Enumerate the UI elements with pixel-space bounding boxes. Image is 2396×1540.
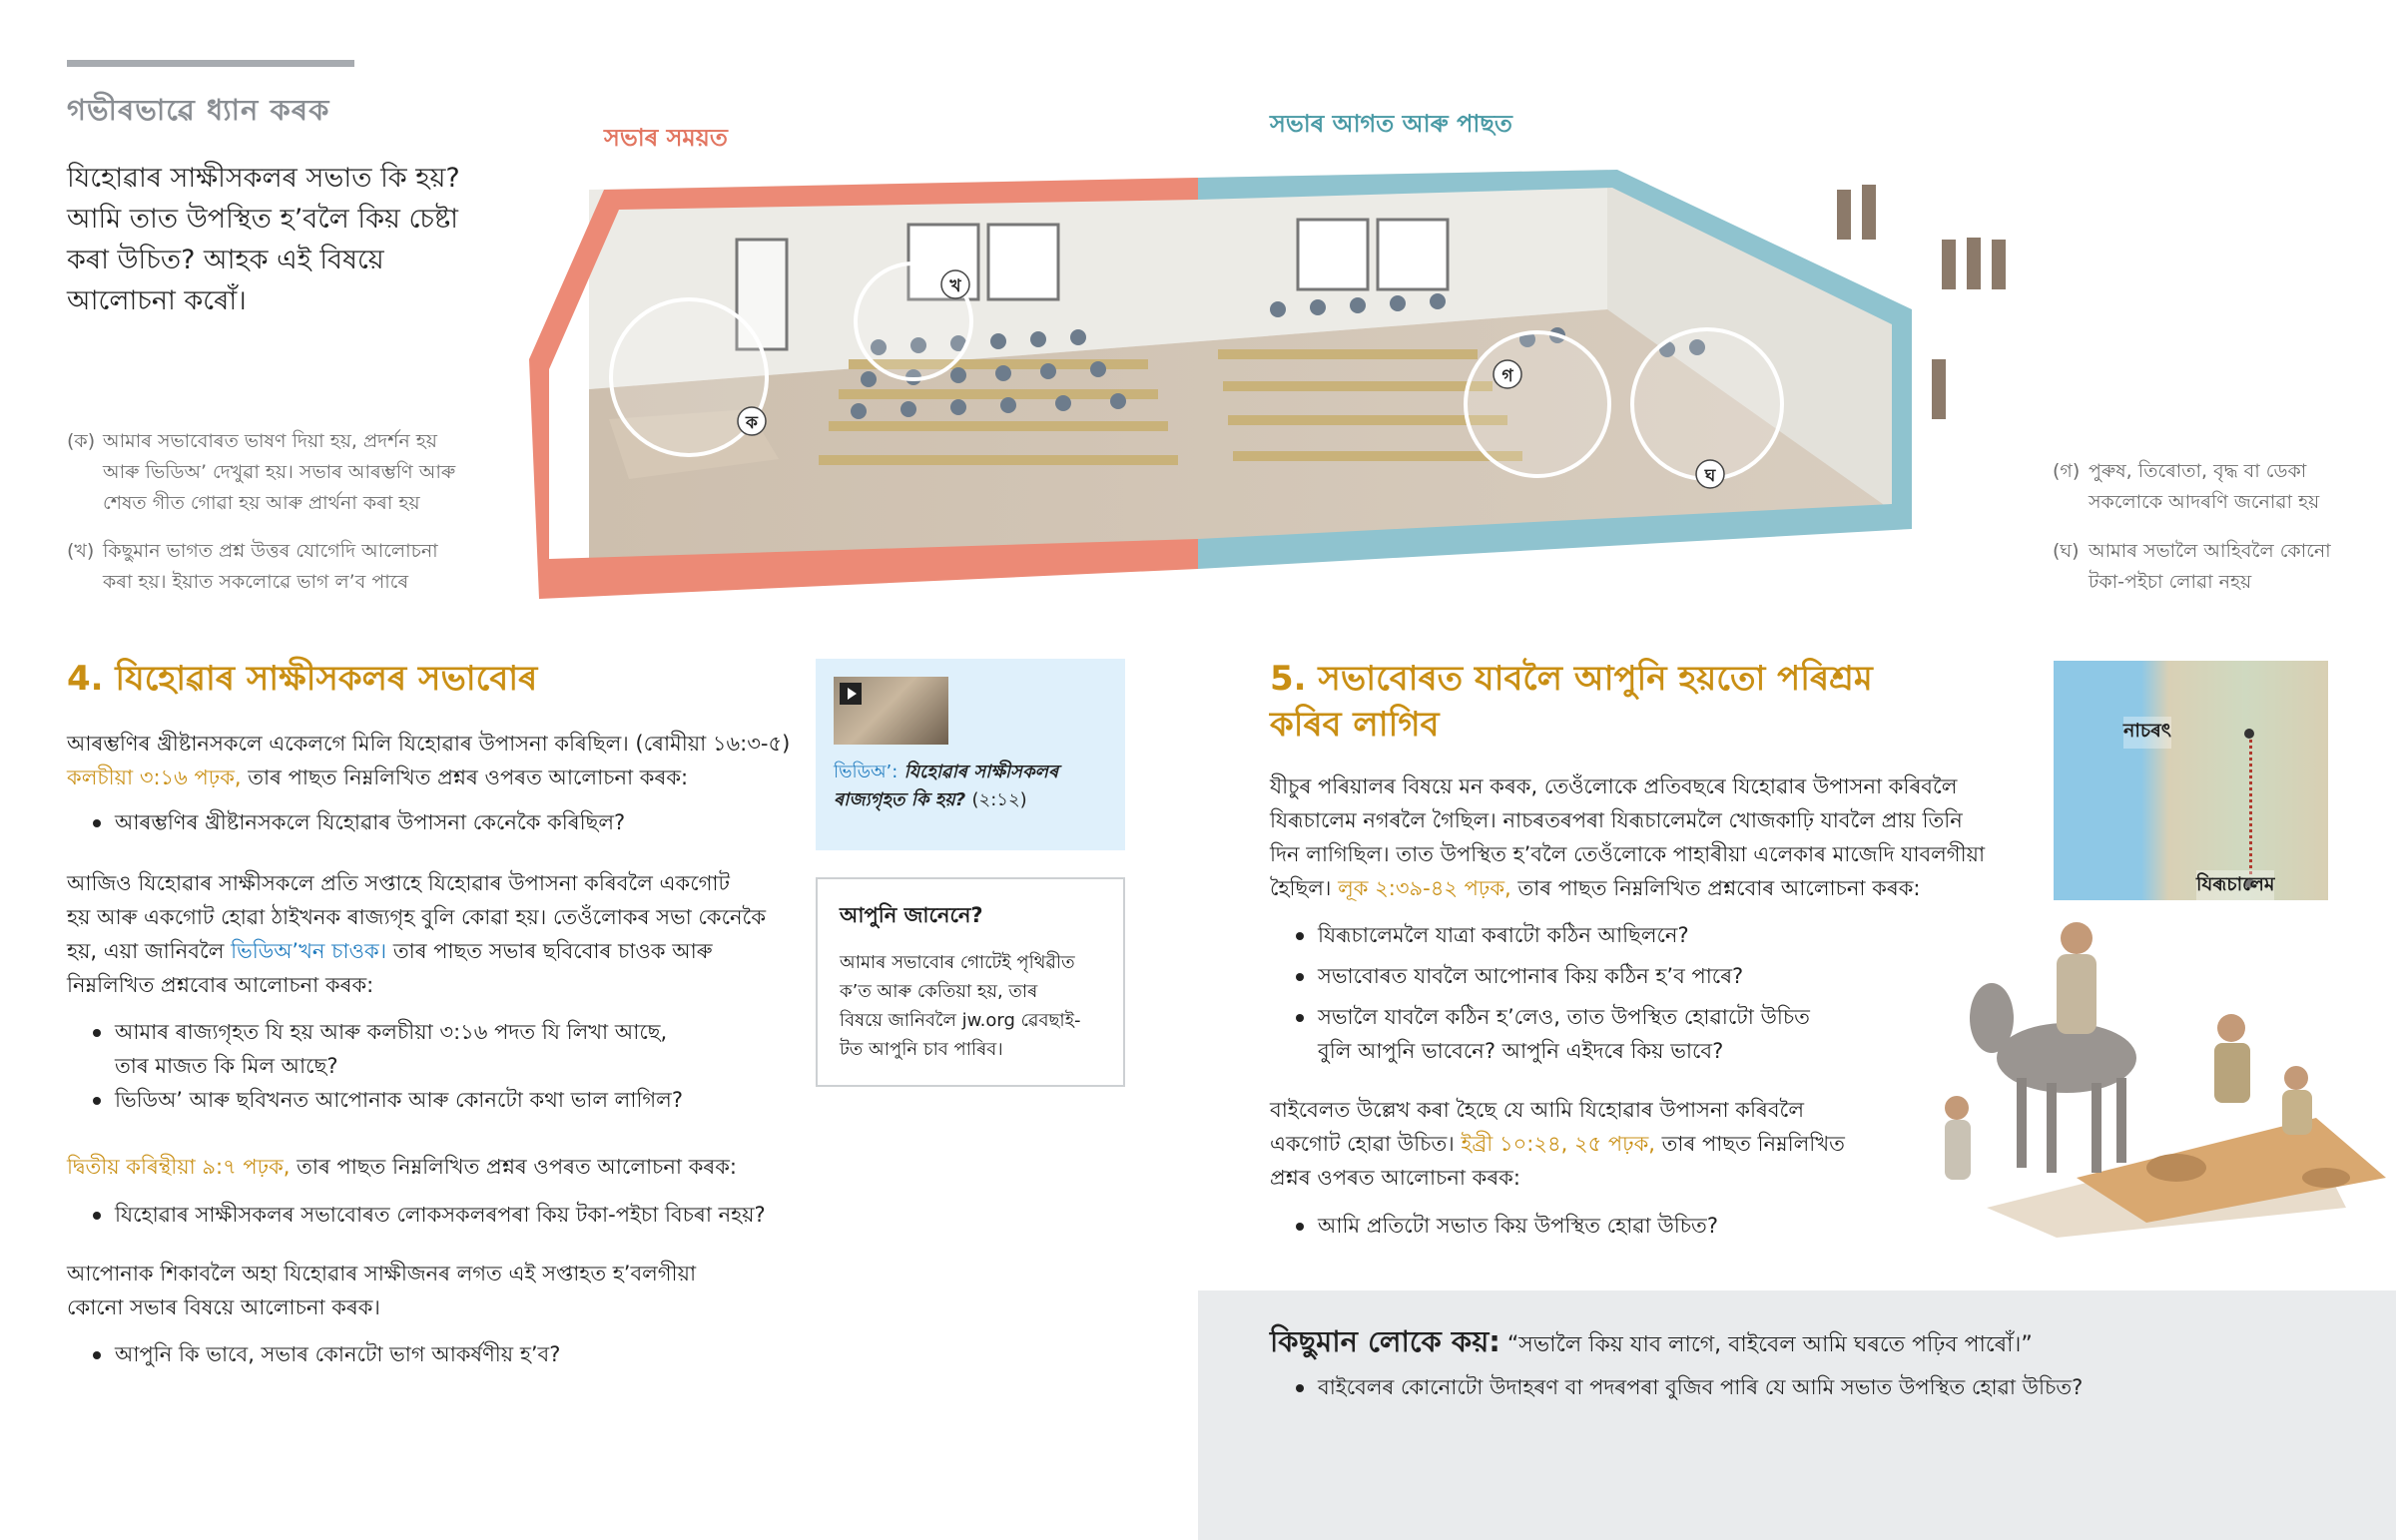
highlight-circle-c [1466,332,1609,476]
section-5-para-2-line2b: তাৰ পাছত নিম্নলিখিত [1654,1132,1845,1156]
list-item: ভিডিঅ’ আৰু ছবিখনত আপোনাক আৰু কোনটো কথা ভাল লাগিল? [67,1083,826,1117]
section-5-para-2-line2a: একগোট হোৱা উচিত। [1270,1132,1462,1156]
list-item: আমি প্ৰতিটো সভাত কিয় উপস্থিত হোৱা উচিত? [1270,1209,1989,1243]
section-4-title: 4. যিহোৱাৰ সাক্ষীসকলৰ সভাবোৰ [67,659,538,699]
section-5-para-1-line4a: হৈছিল। [1270,876,1339,900]
meeting-hall-illustration [519,160,2027,599]
video-duration: (২:১২) [971,789,1027,810]
caption-a-line2: আৰু ভিডিঅ’ দেখুৱা হয়। সভাৰ আৰম্ভণি আৰু [103,461,456,483]
caption-a-line1: আমাৰ সভাবোৰত ভাষণ দিয়া হয়, প্ৰদৰ্শন হয় [103,430,437,452]
section-5-title-line1: 5. সভাবোৰত যাবলৈ আপুনি হয়তো পৰিশ্ৰম [1270,659,1873,699]
watch-video-link[interactable]: ভিডিঅ’খন চাওক। [231,939,387,963]
caption-b-line2: কৰা হয়। ইয়াত সকলোৱে ভাগ ল’ব পাৰে [103,571,409,593]
marker-a [738,407,766,435]
did-you-know-line4: টত আপুনি চাব পাৰিব। [840,1039,1003,1060]
window [1298,220,1368,289]
some-say-text [1270,1319,2033,1368]
caption-c [2053,456,2382,518]
nazareth-label: নাচৰৎ [2123,717,2171,749]
marker-a-text: ক [746,413,758,433]
section-4-para-4 [67,1257,826,1324]
list-item: আৰম্ভণিৰ খ্ৰীষ্টানসকলে যিহোৱাৰ উপাসনা কেনেকৈ কৰিছিল? [67,805,826,839]
some-say-list [1270,1370,2368,1404]
section-5-list-2 [1270,1209,1989,1243]
section-4-list-2 [67,1015,826,1117]
section-5-para-1 [1270,770,2029,905]
section-4-list-1 [67,805,826,839]
marker-c-text: গ [1501,366,1513,386]
caption-b-label: (খ) [67,540,95,562]
marker-d-text: ঘ [1704,466,1716,486]
list-item-line2: তাৰ মাজত কি মিল আছে? [115,1054,338,1078]
did-you-know-line1: আমাৰ সভাবোৰ গোটেই পৃথিৱীত [840,952,1075,973]
section-4-para-2-line3b: তাৰ পাছত সভাৰ ছবিবোৰ চাওক আৰু [386,939,713,963]
luke-reference-link[interactable]: লূক ২:৩৯-৪২ পঢ়ক, [1338,876,1511,900]
caption-c-label: (গ) [2053,460,2081,482]
highlight-circle-d [1632,329,1782,479]
travel-route [2249,733,2252,882]
did-you-know-box [816,877,1125,1087]
caption-c-line2: সকলোকে আদৰণি জনোৱা হয় [2089,491,2320,513]
caption-a-label: (ক) [67,430,96,452]
list-item [67,1015,826,1083]
section-4-para-2-line1: আজিও যিহোৱাৰ সাক্ষীসকলে প্ৰতি সপ্তাহে যিহোৱাৰ উপাসনা কৰিবলৈ একগোট [67,871,730,895]
video-caption[interactable] [834,759,1113,814]
section-4-para-1 [67,727,826,794]
section-5-para-2-line3: প্ৰশ্নৰ ওপৰত আলোচনা কৰক: [1270,1166,1520,1190]
section-4-para-2-line3a: হয়, এয়া জানিবলৈ [67,939,232,963]
list-item: সভাবোৰত যাবলৈ আপোনাৰ কিয় কঠিন হ’ব পাৰে? [1270,959,1989,993]
section-5-para-1-line4b: তাৰ পাছত নিম্নলিখিত প্ৰশ্নবোৰ আলোচনা কৰক: [1510,876,1921,900]
marker-d [1696,460,1724,488]
list-item-line2: বুলি আপুনি ভাবেনে? আপুনি এইদৰে কিয় ভাবে? [1318,1039,1724,1063]
list-item-line1: আমাৰ ৰাজ্যগৃহত যি হয় আৰু কলচীয়া ৩:১৬ পদত যি লিখা আছে, [115,1020,668,1044]
list-item: যিৰূচালেমলৈ যাত্ৰা কৰাটো কঠিন আছিলনে? [1270,918,1989,952]
nazareth-dot [2244,729,2254,739]
window [1378,220,1448,289]
traveler-man [2057,922,2096,1034]
video-title: যিহোৱাৰ সাক্ষীসকলৰ ৰাজ্যগৃহত কি হয়? [834,762,1059,810]
colossians-reference-link[interactable]: কলচীয়া ৩:১৬ পঢ়ক, [67,766,242,789]
during-meeting-label: সভাৰ সময়ত [604,124,728,152]
section-4-para-1-line1: আৰম্ভণিৰ খ্ৰীষ্টানসকলে একেলগে মিলি যিহোৱাৰ উপাসনা কৰিছিল। (ৰোমীয়া ১৬:৩-৫) [67,732,791,756]
section-5-para-1-line3: দিন লাগিছিল। তাত উপস্থিত হ’বলৈ তেওঁলোকে পাহাৰীয়া এলেকাৰ মাজেদি যাবলগীয়া [1270,842,1986,866]
section-4-list-4 [67,1337,826,1371]
list-item: যিহোৱাৰ সাক্ষীসকলৰ সভাবোৰত লোকসকলৰপৰা কিয় টকা-পইচা বিচৰা নহয়? [67,1198,826,1232]
list-item-line1: সভালৈ যাবলৈ কঠিন হ’লেও, তাত উপস্থিত হোৱাটো উচিত [1318,1005,1810,1029]
section-4-para-2 [67,866,826,1002]
israel-map [2054,661,2328,900]
marker-b [941,270,969,298]
caption-d-label: (ঘ) [2053,540,2080,562]
section-5-para-2-line1: বাইবেলত উল্লেখ কৰা হৈছে যে আমি যিহোৱাৰ উপাসনা কৰিবলৈ [1270,1098,1804,1122]
caption-c-line1: পুৰুষ, তিৰোতা, বৃদ্ধ বা ডেকা [2089,460,2307,482]
section-4-list-3 [67,1198,826,1232]
section-5-para-1-line1: যীচুৰ পৰিয়ালৰ বিষয়ে মন কৰক, তেওঁলোকে প্ৰতিবছৰে যিহোৱাৰ উপাসনা কৰিবলৈ [1270,774,1958,798]
section-5-para-2 [1270,1093,1989,1195]
did-you-know-title: আপুনি জানেনে? [840,903,983,927]
window [988,225,1058,299]
section-label: গভীৰভাৱে ধ্যান কৰক [67,93,330,127]
donkey [1970,983,2136,1173]
section-5-para-1-line2: যিৰূচালেম নগৰলৈ গৈছিল। নাচৰতৰপৰা যিৰূচালেমলৈ খোজকাঢ়ি যাবলৈ প্ৰায় তিনি [1270,808,1963,832]
did-you-know-line2: ক’ত আৰু কেতিয়া হয়, তাৰ [840,981,1038,1002]
caption-d [2053,536,2382,598]
did-you-know-line3: বিষয়ে জানিবলৈ jw.org ৱেবছাই- [840,1010,1081,1031]
caption-d-line2: টকা-পইচা লোৱা নহয় [2089,571,2252,593]
hebrews-reference-link[interactable]: ইব্ৰী ১০:২৪, ২৫ পঢ়ক, [1461,1132,1655,1156]
marker-c [1494,360,1521,388]
section-4-para-1-line2: তাৰ পাছত নিম্নলিখিত প্ৰশ্নৰ ওপৰত আলোচনা কৰক: [241,766,689,789]
family-travel-illustration [1917,878,2386,1238]
video-thumbnail[interactable] [834,677,948,745]
intro-text: যিহোৱাৰ সাক্ষীসকলৰ সভাত কি হয়? আমি তাত উপস্থিত হ’বলৈ কিয় চেষ্টা কৰা উচিত? আহক এই বিষয়ে আলোচনা কৰোঁ। [67,163,460,316]
before-after-label: সভাৰ আগত আৰু পাছত [1270,110,1512,138]
caption-a [67,426,506,519]
caption-a-line3: শেষত গীত গোৱা হয় আৰু প্ৰাৰ্থনা কৰা হয় [103,492,420,514]
list-item [1270,1000,1989,1068]
some-say-label: কিছুমান লোকে কয়: [1270,1324,1500,1358]
section-5-title-line2: কৰিব লাগিব [1270,705,1440,745]
list-item: আপুনি কি ভাবে, সভাৰ কোনটো ভাগ আকৰ্ষণীয় হ’ব? [67,1337,826,1371]
video-label: ভিডিঅ’: [834,762,898,782]
section-4-para-4-line2: কোনো সভাৰ বিষয়ে আলোচনা কৰক। [67,1295,380,1319]
section-5-list-1 [1270,918,1989,1068]
play-icon[interactable] [840,683,862,705]
header-rule [67,60,354,67]
section-5-title [1270,656,2029,748]
some-say-quote: “সভালৈ কিয় যাব লাগে, বাইবেল আমি ঘৰতে পঢ়িব পাৰোঁ।” [1506,1332,2033,1357]
corinthians-reference-link[interactable]: দ্বিতীয় কৰিন্থীয়া ৯:৭ পঢ়ক, [67,1155,291,1179]
list-item: বাইবেলৰ কোনোটো উদাহৰণ বা পদৰপৰা বুজিব পাৰি যে আমি সভাত উপস্থিত হোৱা উচিত? [1270,1370,2368,1404]
section-4-para-4-line1: আপোনাক শিকাবলৈ অহা যিহোৱাৰ সাক্ষীজনৰ লগত এই সপ্তাহত হ’বলগীয়া [67,1262,697,1285]
section-4-para-2-line2: হয় আৰু একগোট হোৱা ঠাইখনক ৰাজ্যগৃহ বুলি কোৱা হয়। তেওঁলোকৰ সভা কেনেকৈ [67,905,767,929]
caption-d-line1: আমাৰ সভালৈ আহিবলৈ কোনো [2089,540,2331,562]
video-box [816,659,1125,850]
section-4-para-2-line4: নিম্নলিখিত প্ৰশ্নবোৰ আলোচনা কৰক: [67,973,374,997]
caption-b-line1: কিছুমান ভাগত প্ৰশ্ন উত্তৰ যোগেদি আলোচনা [103,540,438,562]
section-4-para-3-rest: তাৰ পাছত নিম্নলিখিত প্ৰশ্নৰ ওপৰত আলোচনা কৰক: [290,1155,737,1179]
caption-b [67,536,506,598]
marker-b-text: খ [949,276,961,296]
section-4-para-3 [67,1150,826,1184]
jerusalem-label: যিৰূচালেম [2196,870,2274,902]
